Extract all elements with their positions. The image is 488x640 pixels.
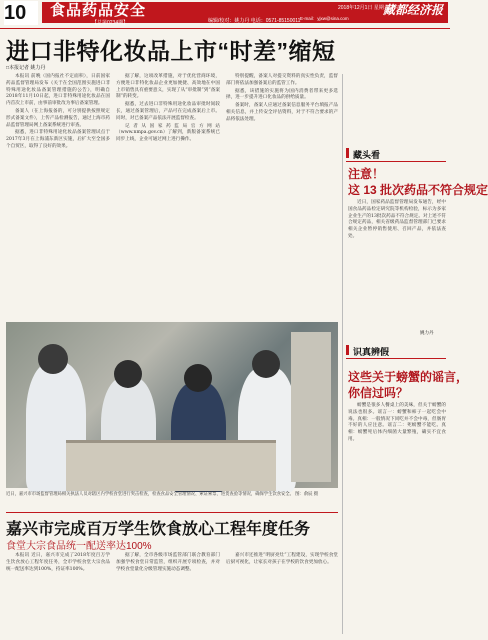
- paragraph: 本报讯 前晚（国内报社不定面积），日前国家药品监督管理局发布《关于在全国范围实施进口非特殊用途化妆品备案管理措施的公告》，明确自2018年11月10日起，进口非特殊用途化妆品在国内首次上市前，由事前审批改为事后备案管理。: [6, 74, 110, 107]
- sidebar-rule: [346, 358, 446, 359]
- paragraph: 据悉，该措施的实施将为国内消费者带来更多选择，进一步提升进口化妆品的供给质量。: [226, 88, 338, 101]
- photo-caption: 近日，嘉兴市市场监督管理局相关执法人员对辖区内学校食堂进行突击检查，检查食品安全管理情况、索证索票、进货查验等情况，确保学生饮食安全。 图：俞辰 摄: [6, 492, 319, 497]
- main-story-column-3: [226, 74, 338, 318]
- issue-number: 【总第0234期】: [92, 20, 129, 26]
- sidebar-title-1-line-1: 注意！: [348, 167, 385, 181]
- paragraph: 备案人（在上海报备的，可分别提供按照规定形式备案文件），上传产品检测报告，通过上海市药品监督管理局网上备案系统进行审查。: [6, 108, 110, 128]
- paragraph: 备案时，备案人应通过备案信息服务平台填报产品相关信息，并上传安全评估资料，对于不符合要求的产品将依法处理。: [226, 103, 338, 122]
- second-subheadline: 食堂大宗食品统一配送率达100%: [6, 541, 152, 552]
- paragraph: 本报讯 近日，嘉兴市完成了2018年度百万学生饮食放心工程年度任务，全市学校食堂大宗食品统一配送率达到100%，持证率100%。: [6, 553, 110, 572]
- second-story-column-1: [6, 553, 110, 637]
- header-rule: [0, 28, 450, 29]
- second-story-column-2: [116, 553, 220, 637]
- section-title: 食品药品安全: [50, 2, 147, 19]
- paragraph: 据了解，这项改革措施，对于优化营商环境，方便进口非特化妆品企业更加便捷、高效地在中国上市销售具有重要意义，实现了从“审批制”到“备案制”的转变。: [116, 74, 220, 100]
- paragraph: 记者从国家药监局官方网站（www.nmpa.gov.cn）了解到，新版备案系统已同步上线，企业可通过网上进行操作。: [116, 123, 220, 143]
- page-number: 10: [4, 1, 38, 25]
- sidebar-body-1: [348, 200, 446, 326]
- main-headline: 进口非特化妆品上市“时差”缩短: [6, 38, 336, 64]
- second-headline: 嘉兴市完成百万学生饮食放心工程年度任务: [6, 521, 311, 538]
- photo-figure: [184, 364, 212, 392]
- newspaper-brand: 藏都经济报: [383, 3, 444, 17]
- photo-figure: [114, 360, 142, 388]
- sidebar-title-1-line-2: 这 13 批次药品不符合规定: [348, 183, 488, 197]
- photo-counter: [66, 440, 276, 491]
- sidebar-body-2: [348, 403, 446, 635]
- paragraph: 据悉，进口非特殊用途化妆品备案管理试点于2017年3月在上海浦东新区实施，后扩大至全国多个自贸区，取得了良好的效果。: [6, 130, 110, 149]
- paragraph: 嘉兴市还推进“明厨亮灶”工程建设，实现学校食堂后厨可视化，让家长对孩子在学校的饮食更加放心。: [226, 553, 338, 565]
- paragraph: 据悉，过去进口非特殊用途化妆品审批时间较长，通过备案管理后，产品可在完成备案后上市。同时，对已备案产品依法开展监督检查。: [116, 102, 220, 121]
- sidebar-rule: [346, 161, 446, 162]
- contact-email: E-mail：yjxw@sina.com: [300, 16, 349, 21]
- sidebar-title-2-line-2: 你信过吗？: [348, 386, 409, 400]
- sidebar-author: 姚力丹: [420, 331, 434, 336]
- editor-info: 编辑/校对：姚力丹 电话：0571-85150011: [208, 18, 301, 24]
- paragraph: 近日，国家药品监督管理局发布通告，经中国食品药品检定研究院等机构检验，标示为多家企业生产的13批次药品不符合规定。对上述不符合规定药品，相关省级药品监督管理部门已要求相关企业暂停销售使用、召回产品，并依法查处。: [348, 200, 446, 239]
- main-story-column-2: [116, 74, 220, 318]
- photo-figure: [252, 350, 280, 378]
- news-photo: [6, 322, 338, 488]
- sidebar-tag-1: 藏头看: [353, 150, 381, 160]
- paragraph: 特别提醒，备案人对提交资料的真实性负责，监督部门将依法加强备案后的监管工作。: [226, 74, 338, 86]
- column-divider: [342, 74, 343, 634]
- sidebar-tag-2: 识真辨假: [353, 347, 390, 357]
- main-story-column-1: [6, 74, 110, 318]
- photo-figure: [38, 344, 68, 374]
- tag-marker: [346, 345, 349, 355]
- paragraph: 据了解，全市各级市场监管部门联合教育部门加强学校食堂日常监管，组织开展专项检查，并对学校食堂量化分级管理实施动态调整。: [116, 553, 220, 572]
- sidebar-title-2-line-1: 这些关于螃蟹的谣言，: [348, 370, 469, 384]
- issue-date: 2018年12月1日 星期六: [338, 5, 389, 11]
- paragraph: 螃蟹是很多人餐桌上的美味，但关于螃蟹的说法也很多。谣言一：螃蟹和柿子一起吃会中毒。真相：一般情况下同吃并不会中毒，但肠胃不好的人应注意。谣言二：死螃蟹不能吃。真相：螃蟹死后体内细菌大量繁殖，确实不宜食用。: [348, 403, 446, 442]
- second-story-column-3: [226, 553, 338, 637]
- tag-marker: [346, 148, 349, 158]
- story-divider: [6, 512, 338, 513]
- photo-background: [291, 332, 331, 482]
- main-byline: □本报记者 姚力丹: [6, 65, 46, 71]
- page-header: [0, 0, 450, 26]
